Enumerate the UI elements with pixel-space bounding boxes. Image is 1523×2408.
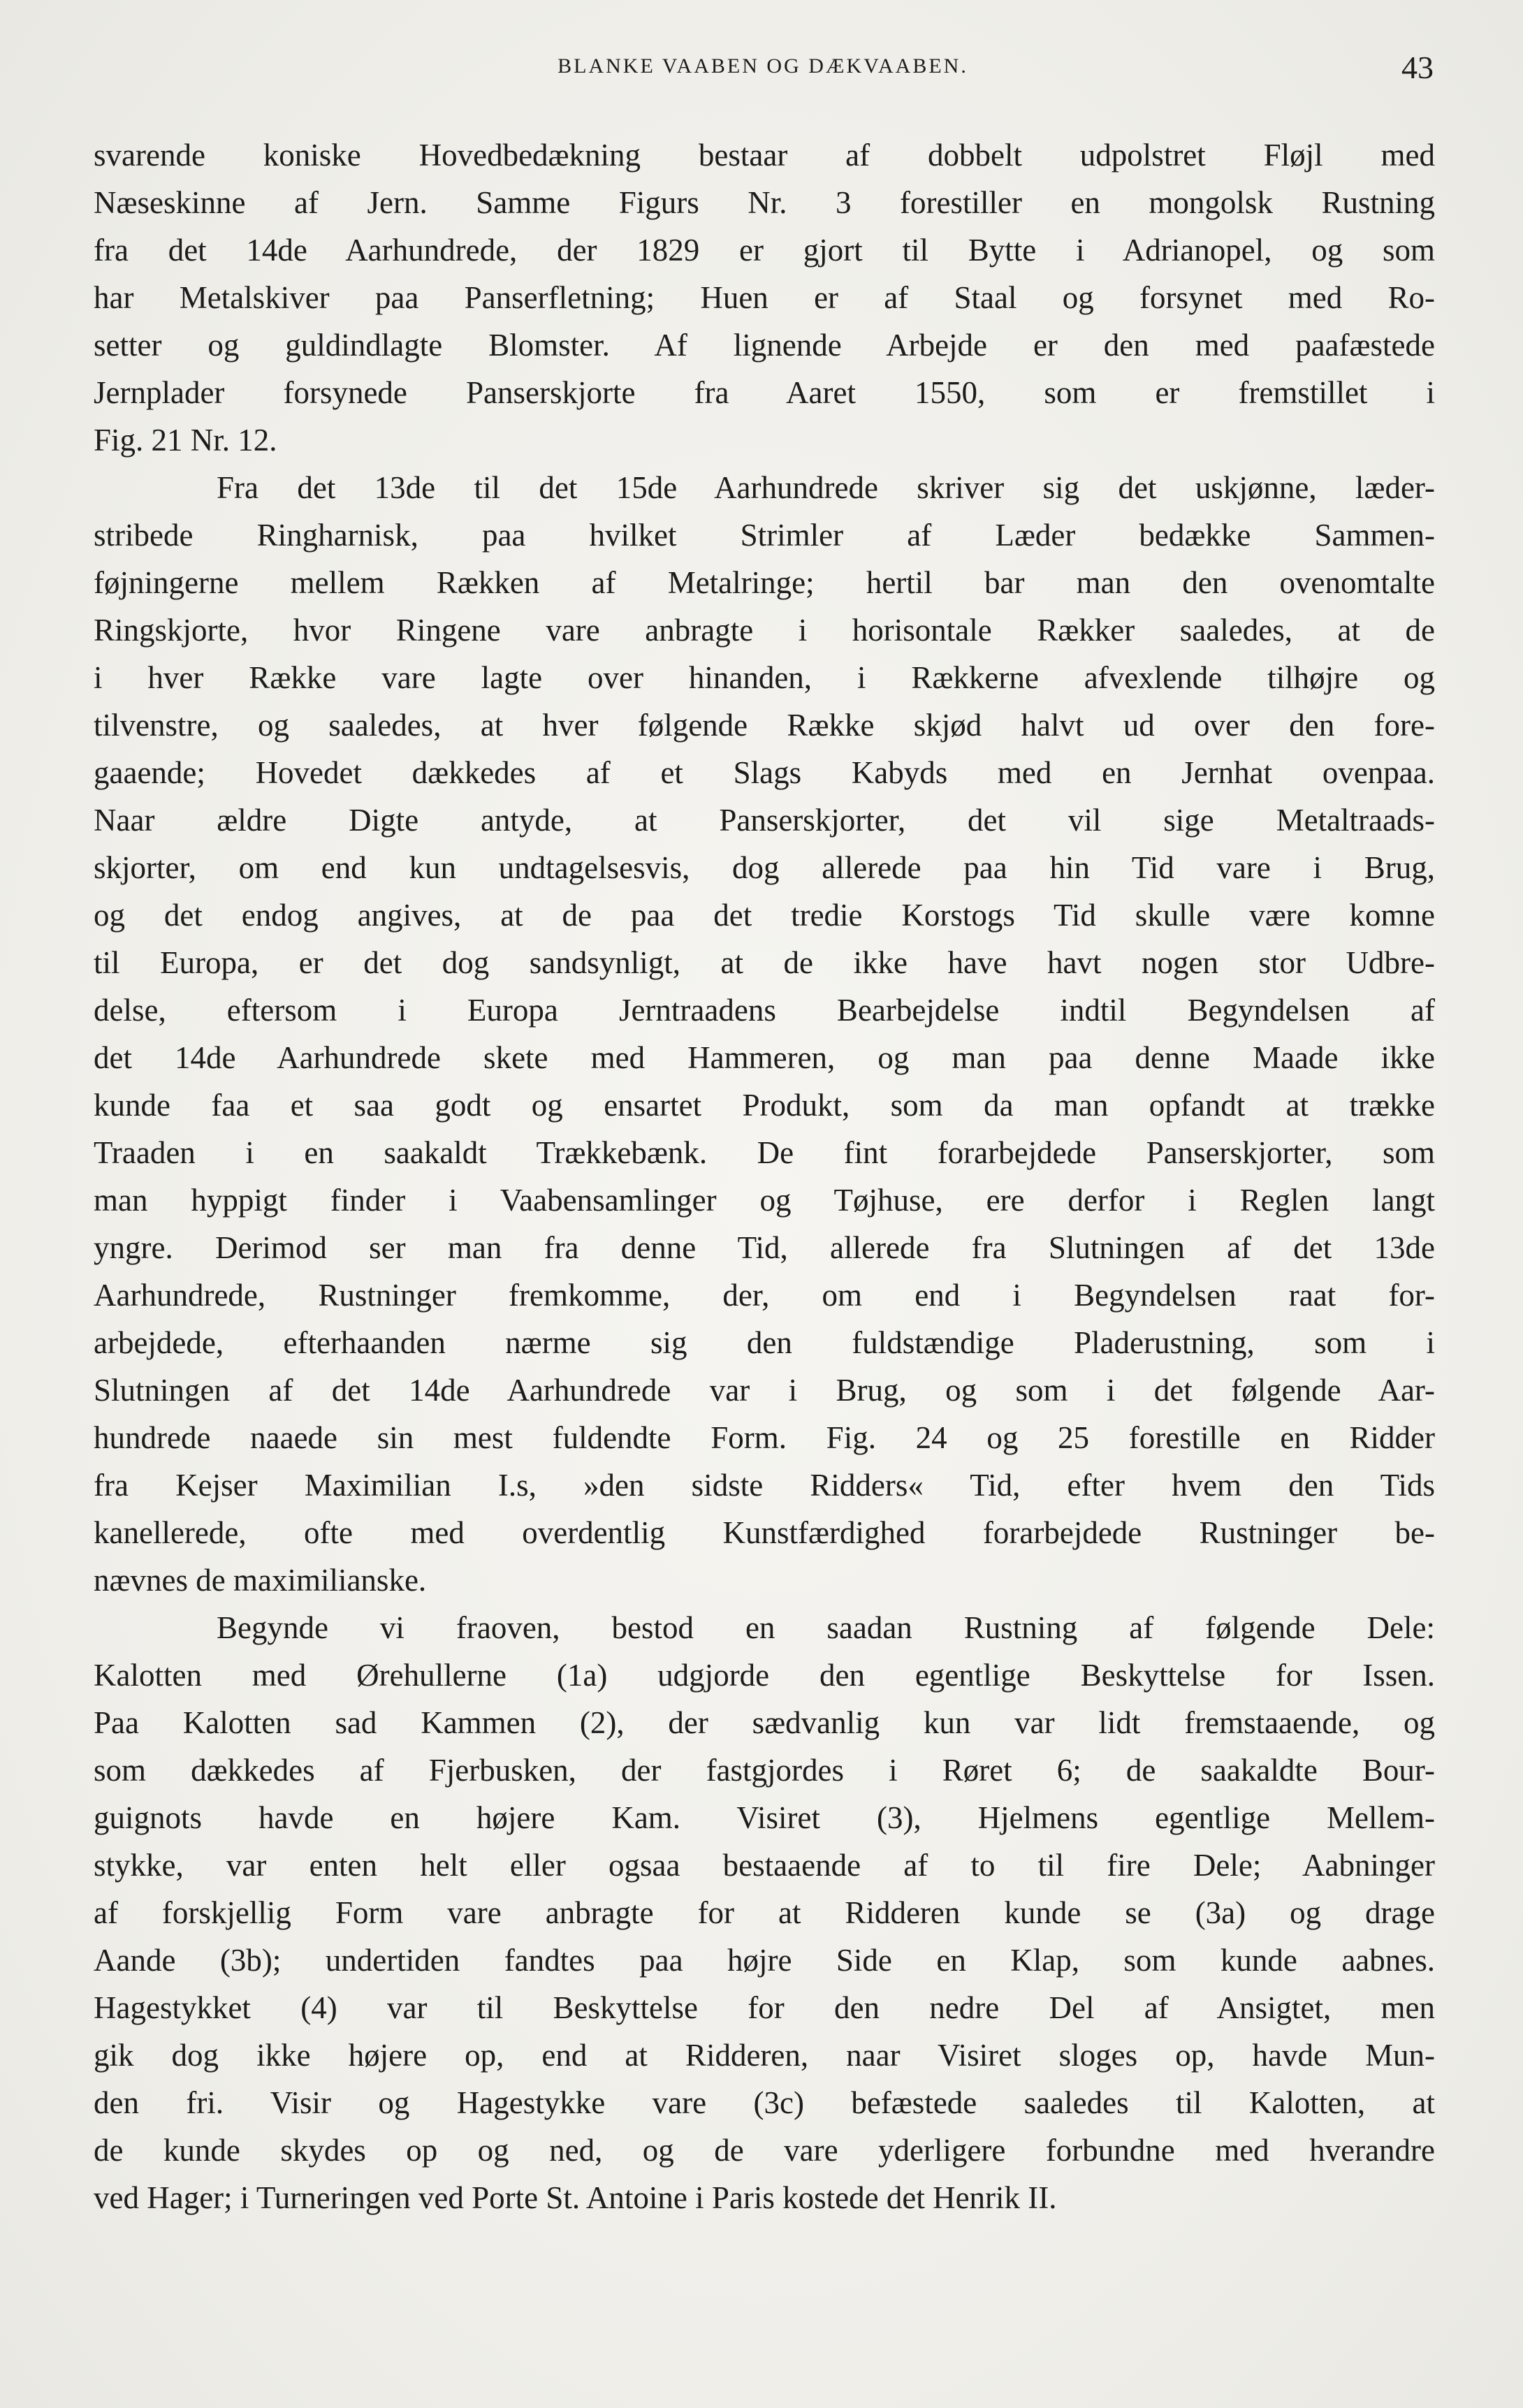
text-line: Fig. 21 Nr. 12. bbox=[94, 423, 277, 458]
text-line: delse, eftersom i Europa Jerntraadens Bearbejdelse indtil Begyndelsen af bbox=[94, 993, 1435, 1028]
page-number: 43 bbox=[1401, 50, 1434, 85]
text-line: Næseskinne af Jern. Samme Figurs Nr. 3 forestiller en mongolsk Rustning bbox=[94, 185, 1435, 220]
text-line: Aande (3b); undertiden fandtes paa højre Side en Klap, som kunde aabnes. bbox=[94, 1943, 1435, 1978]
text-line: setter og guldindlagte Blomster. Af lignende Arbejde er den med paafæstede bbox=[94, 328, 1435, 363]
text-line: Hagestykket (4) var til Beskyttelse for den nedre Del af Ansigtet, men bbox=[94, 1990, 1435, 2025]
text-line: de kunde skydes op og ned, og de vare yderligere forbundne med hverandre bbox=[94, 2133, 1435, 2168]
text-line: den fri. Visir og Hagestykke vare (3c) befæstede saaledes til Kalotten, at bbox=[94, 2085, 1435, 2120]
text-line: og det endog angives, at de paa det tredie Korstogs Tid skulle være komne bbox=[94, 898, 1435, 933]
text-line: i hver Række vare lagte over hinanden, i Rækkerne afvexlende tilhøjre og bbox=[94, 660, 1435, 695]
text-line: kanellerede, ofte med overdentlig Kunstfærdighed forarbejdede Rustninger be- bbox=[94, 1515, 1435, 1550]
text-line: tilvenstre, og saaledes, at hver følgende Række skjød halvt ud over den fore- bbox=[94, 708, 1435, 743]
text-line: til Europa, er det dog sandsynligt, at de ikke have havt nogen stor Udbre- bbox=[94, 945, 1435, 980]
text-line: har Metalskiver paa Panserfletning; Huen er af Staal og forsynet med Ro- bbox=[94, 280, 1435, 315]
text-line: føjningerne mellem Rækken af Metalringe; hertil bar man den ovenomtalte bbox=[94, 565, 1435, 600]
text-line: Fra det 13de til det 15de Aarhundrede skriver sig det uskjønne, læder- bbox=[217, 470, 1435, 505]
text-line: gik dog ikke højere op, end at Ridderen, naar Visiret sloges op, havde Mun- bbox=[94, 2038, 1435, 2073]
text-line: ved Hager; i Turneringen ved Porte St. Antoine i Paris kostede det Henrik II. bbox=[94, 2180, 1057, 2215]
text-line: yngre. Derimod ser man fra denne Tid, allerede fra Slutningen af det 13de bbox=[94, 1230, 1435, 1265]
text-line: som dækkedes af Fjerbusken, der fastgjordes i Røret 6; de saakaldte Bour- bbox=[94, 1753, 1435, 1788]
text-line: fra det 14de Aarhundrede, der 1829 er gjort til Bytte i Adrianopel, og som bbox=[94, 233, 1435, 268]
text-line: stribede Ringharnisk, paa hvilket Strimler af Læder bedække Sammen- bbox=[94, 518, 1435, 553]
text-line: fra Kejser Maximilian I.s, »den sidste Ridders« Tid, efter hvem den Tids bbox=[94, 1468, 1435, 1503]
running-head: BLANKE VAABEN OG DÆKVAABEN. bbox=[558, 54, 968, 78]
text-line: Naar ældre Digte antyde, at Panserskjorter, det vil sige Metaltraads- bbox=[94, 803, 1435, 838]
text-line: hundrede naaede sin mest fuldendte Form. Fig. 24 og 25 forestille en Ridder bbox=[94, 1420, 1435, 1455]
text-line: man hyppigt finder i Vaabensamlinger og Tøjhuse, ere derfor i Reglen langt bbox=[94, 1183, 1435, 1218]
text-line: svarende koniske Hovedbedækning bestaar af dobbelt udpolstret Fløjl med bbox=[94, 138, 1435, 173]
body-text bbox=[94, 131, 1435, 2221]
text-line: skjorter, om end kun undtagelsesvis, dog allerede paa hin Tid vare i Brug, bbox=[94, 850, 1435, 885]
text-line: Jernplader forsynede Panserskjorte fra Aaret 1550, som er fremstillet i bbox=[94, 375, 1435, 410]
text-line: Paa Kalotten sad Kammen (2), der sædvanlig kun var lidt fremstaaende, og bbox=[94, 1705, 1435, 1740]
text-line: gaaende; Hovedet dækkedes af et Slags Kabyds med en Jernhat ovenpaa. bbox=[94, 755, 1435, 790]
text-line: Slutningen af det 14de Aarhundrede var i Brug, og som i det følgende Aar- bbox=[94, 1373, 1435, 1408]
text-line: stykke, var enten helt eller ogsaa bestaaende af to til fire Dele; Aabninger bbox=[94, 1848, 1435, 1883]
text-line: arbejdede, efterhaanden nærme sig den fuldstændige Pladerustning, som i bbox=[94, 1325, 1435, 1360]
text-line: det 14de Aarhundrede skete med Hammeren, og man paa denne Maade ikke bbox=[94, 1040, 1435, 1075]
text-line: kunde faa et saa godt og ensartet Produkt, som da man opfandt at trække bbox=[94, 1088, 1435, 1123]
text-line: Ringskjorte, hvor Ringene vare anbragte i horisontale Rækker saaledes, at de bbox=[94, 613, 1435, 648]
text-line: nævnes de maximilianske. bbox=[94, 1563, 427, 1598]
text-line: Kalotten med Ørehullerne (1a) udgjorde den egentlige Beskyttelse for Issen. bbox=[94, 1658, 1435, 1693]
text-line: af forskjellig Form vare anbragte for at Ridderen kunde se (3a) og drage bbox=[94, 1895, 1435, 1930]
text-line: guignots havde en højere Kam. Visiret (3), Hjelmens egentlige Mellem- bbox=[94, 1800, 1435, 1835]
text-line: Traaden i en saakaldt Trækkebænk. De fint forarbejdede Panserskjorter, som bbox=[94, 1135, 1435, 1170]
page-header bbox=[92, 49, 1434, 98]
text-line: Begynde vi fraoven, bestod en saadan Rustning af følgende Dele: bbox=[217, 1610, 1435, 1645]
text-line: Aarhundrede, Rustninger fremkomme, der, om end i Begyndelsen raat for- bbox=[94, 1278, 1435, 1313]
